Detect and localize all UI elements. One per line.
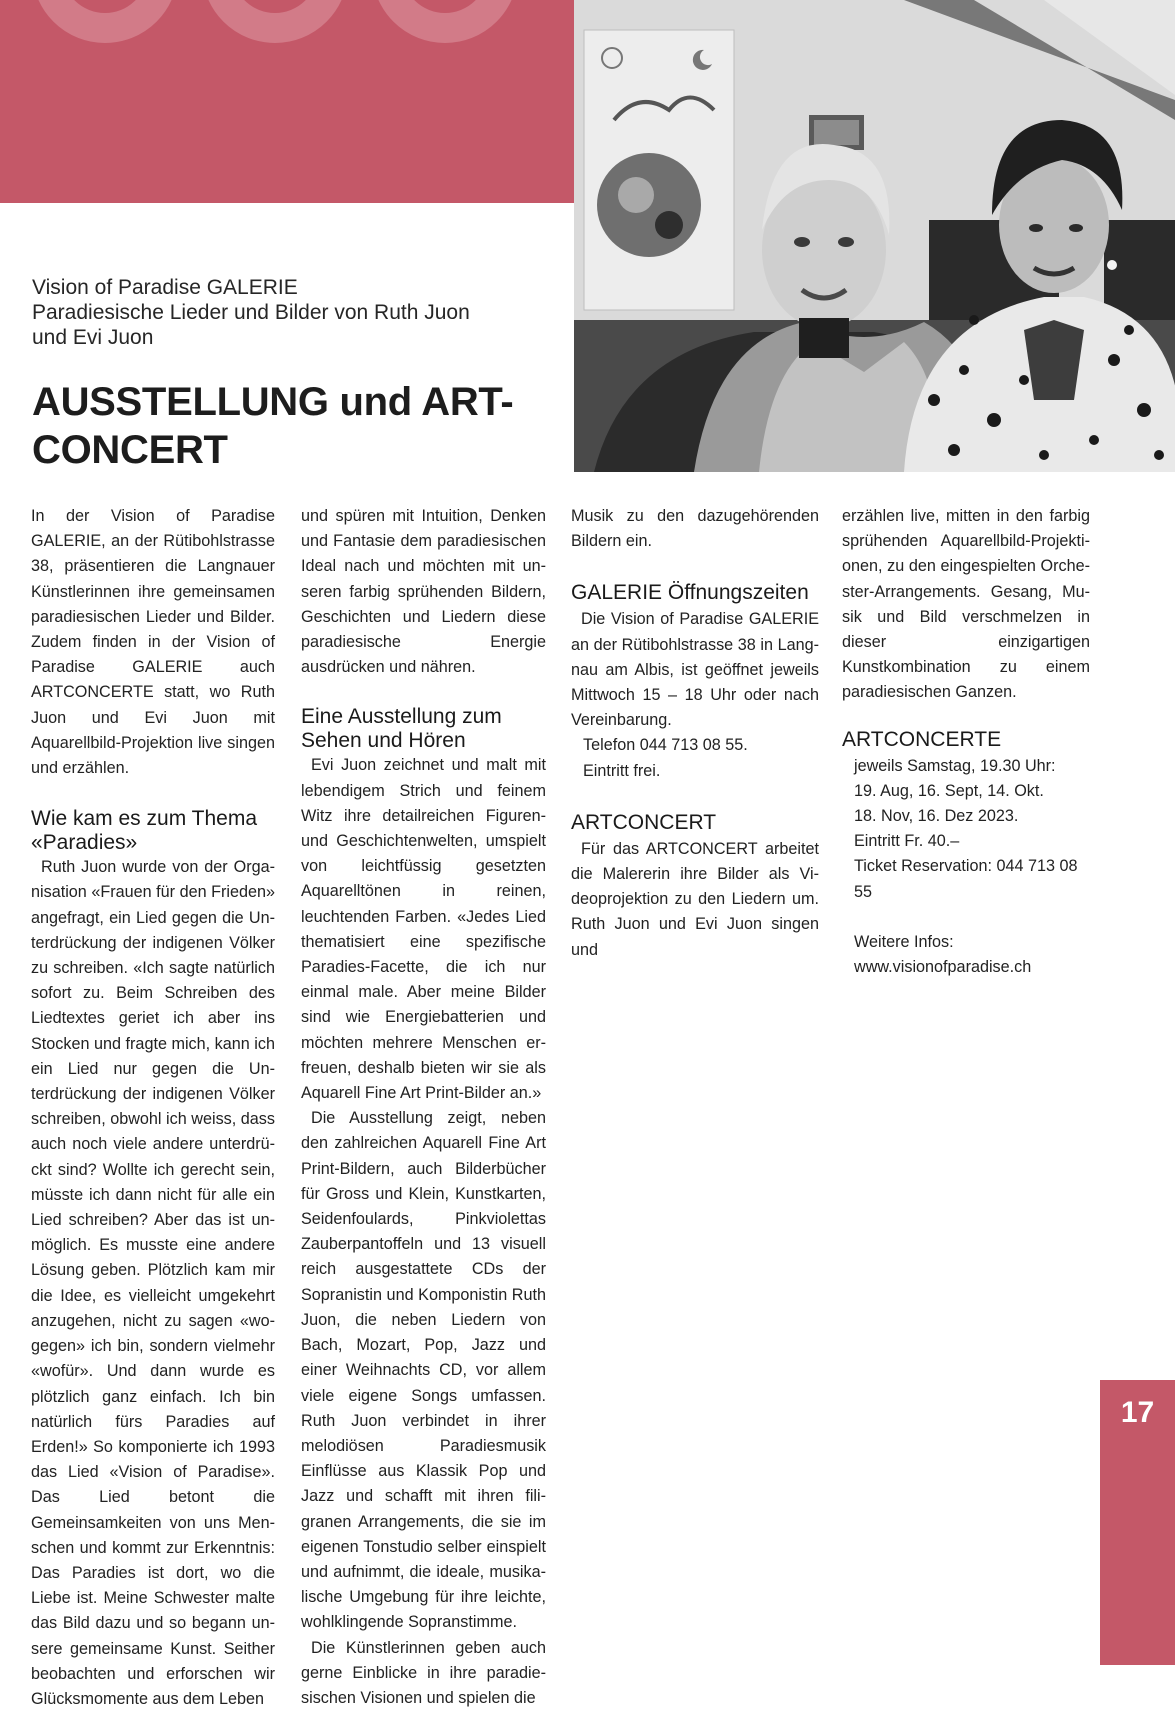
website-link[interactable]: www.visionofparadise.ch [854,958,1032,977]
concert-line: 19. Aug, 16. Sept, 14. Okt. [854,781,1044,800]
kicker-line: Paradiesische Lieder und Bilder von Ruth Juon [32,301,470,324]
accent-block [0,0,574,203]
kicker-line: und Evi Juon [32,326,154,349]
more-info-label: Weitere Infos: [854,932,954,951]
paradies-paragraph-continued: und spüren mit Intuition, Denken und Fantasie dem paradiesischen Ideal nach und möchten mit unseren farbig sprühenden Bildern, Geschichten und Liedern diese paradiesische Energie ausdrücken und nähren. [301,507,546,677]
entry-line: Eintritt frei. [583,761,661,780]
paradies-paragraph: Ruth Juon wurde von der Organisation «Frauen für den Frieden» angefragt, ein Lied gegen die Unterdrückung der indigenen Völker zu schreiben. «Ich sagte natürlich sofort zu. Beim Schreiben des Liedtextes geriet ich aber ins Stocken und fragte mich, kann ich ein Lied nur gegen die Unterdrückung der indigenen Völker schreiben, obwohl ich weiss, dass auch noch viele andere unterdrückt sind? Wollte ich gerecht sein, müsste ich dann nicht für alle ein Lied schreiben? Aber das ist unmöglich. Es musste eine andere Lösung geben. Plötzlich kam mir die Idee, es vielleicht umgekehrt anzugehen, nicht zu sagen «wogegen» ich bin, sondern vielmehr «wofür». Und dann wurde es plötzlich ganz einfach. Ich bin natürlich fürs Paradies auf Erden!» So komponierte ich 1993 das Lied «Vision of Paradise». Das Lied betont die Gemeinsamkeiten von uns Menschen und kommt zur Erkenntnis: Das Paradies ist dort, wo die Liebe ist. Meine Schwester malte das Bild dazu und so begann unsere gemeinsame Kunst. Seither beobachten und erforschen wir Glücksmomente aus dem Leben [31,858,275,1708]
section-heading-artconcerte: ARTCONCERTE [842,727,1002,751]
concert-dates [842,754,1090,981]
concert-line: 18. Nov, 16. Dez 2023. [854,807,1019,826]
artists-photo [574,0,1175,472]
decorative-rings [0,0,574,203]
section-heading-oeffnungszeiten: GALERIE Öffnungszeiten [571,581,809,605]
ausstellung-paragraph-continued: Musik zu den dazugehörenden Bildern ein. [571,507,819,551]
heading-line: Eine Ausstellung zum [301,705,502,729]
section-heading-paradies [31,807,275,855]
heading-line: Wie kam es zum Thema [31,807,258,831]
section-heading-artconcert: ARTCONCERT [571,810,717,834]
contact-info [571,733,819,783]
column-2 [301,504,546,1711]
column-4 [842,504,1090,980]
phone-line: Telefon 044 713 08 55. [583,736,748,755]
ausstellung-paragraph: Die Künstlerinnen geben auch gerne Einblicke in ihre paradiesischen Visionen und spielen die [301,1638,546,1707]
title-line: CONCERT [32,428,228,472]
title-line: AUSSTELLUNG und ART- [32,380,514,424]
section-heading-ausstellung [301,705,546,753]
ausstellung-paragraph: Evi Juon zeichnet und malt mit lebendigem Strich und feinem Witz ihre detailreichen Figuren- und Geschichtenwelten, umspielt von leichtfüssig gesetzten Aquarelltönen in reinen, leuchtenden Farben. «Jedes Lied thematisiert eine spezifische Paradies-Facette, die ich nur einmal male. Aber meine Bilder sind wie Energiebatterien und möchten mehrere Menschen erfreuen, deshalb bieten wir sie als Aquarell Fine Art Print-Bilder an.» [301,756,546,1103]
kicker-line: Vision of Paradise GALERIE [32,276,298,299]
ausstellung-paragraph: Die Ausstellung zeigt, neben den zahlreichen Aquarell Fine Art Print-Bildern, auch Bilderbücher für Gross und Klein, Kunstkarten, Seidenfoulards, Pinkviolettas Zauberpantoffeln und 13 visuell reich ausgestattete CDs der Sopranistin und Komponistin Ruth Juon, die neben Liedern von Bach, Mozart, Pop, Jazz und einer Weihnachts CD, vor allem viele eigene Songs umfassen. Ruth Juon verbindet in ihrer melodiösen Paradiesmusik Einflüsse aus Klassik Pop und Jazz und schafft mit ihren filigranen Arrangements, die sie im eigenen Tonstudio selber einspielt und aufnimmt, die ideale, musikalische Umgebung für ihre leichte, wohlklingende Sopranstimme. [301,1109,546,1632]
concert-line: Eintritt Fr. 40.– [854,832,960,851]
heading-line: Sehen und Hören [301,729,466,753]
oeffnungszeiten-paragraph: Die Vision of Paradise GALERIE an der Rütibohlstrasse 38 in Langnau am Albis, ist geöffnet jeweils Mittwoch 15 – 18 Uhr oder nach Vereinbarung. [571,610,819,730]
kicker [32,275,552,350]
artconcert-paragraph: Für das ARTCONCERT arbeitet die Malererin ihre Bilder als Videoprojektion zu den Liedern um. Ruth Juon und Evi Juon singen und [571,839,819,959]
column-3 [571,504,819,963]
column-1 [31,504,275,1712]
concert-line: Ticket Reservation: 044 713 08 55 [854,857,1078,901]
intro-paragraph: In der Vision of Paradise GALERIE, an der Rütibohlstrasse 38, präsentieren die Langnauer Künstlerinnen ihre gemeinsamen paradiesischen Lieder und Bilder. Zudem finden in der Vision of Paradise GALERIE auch ARTCONCERTE statt, wo Ruth Juon und Evi Juon mit Aquarellbild-Projektion live singen und erzählen. [31,507,275,778]
page-title [32,378,562,474]
page-number-tab [1100,1380,1175,1665]
heading-line: «Paradies» [31,831,138,855]
artconcert-paragraph-continued: erzählen live, mitten in den farbig sprühenden Aquarellbild-Projektionen, zu den eingespielten Orchester-Arrangements. Gesang, Musik und Bild verschmelzen in dieser einzigartigen Kunstkombination zu einem paradiesischen Ganzen. [842,507,1090,702]
concert-line: jeweils Samstag, 19.30 Uhr: [854,756,1056,775]
page-number: 17 [1120,1396,1155,1429]
